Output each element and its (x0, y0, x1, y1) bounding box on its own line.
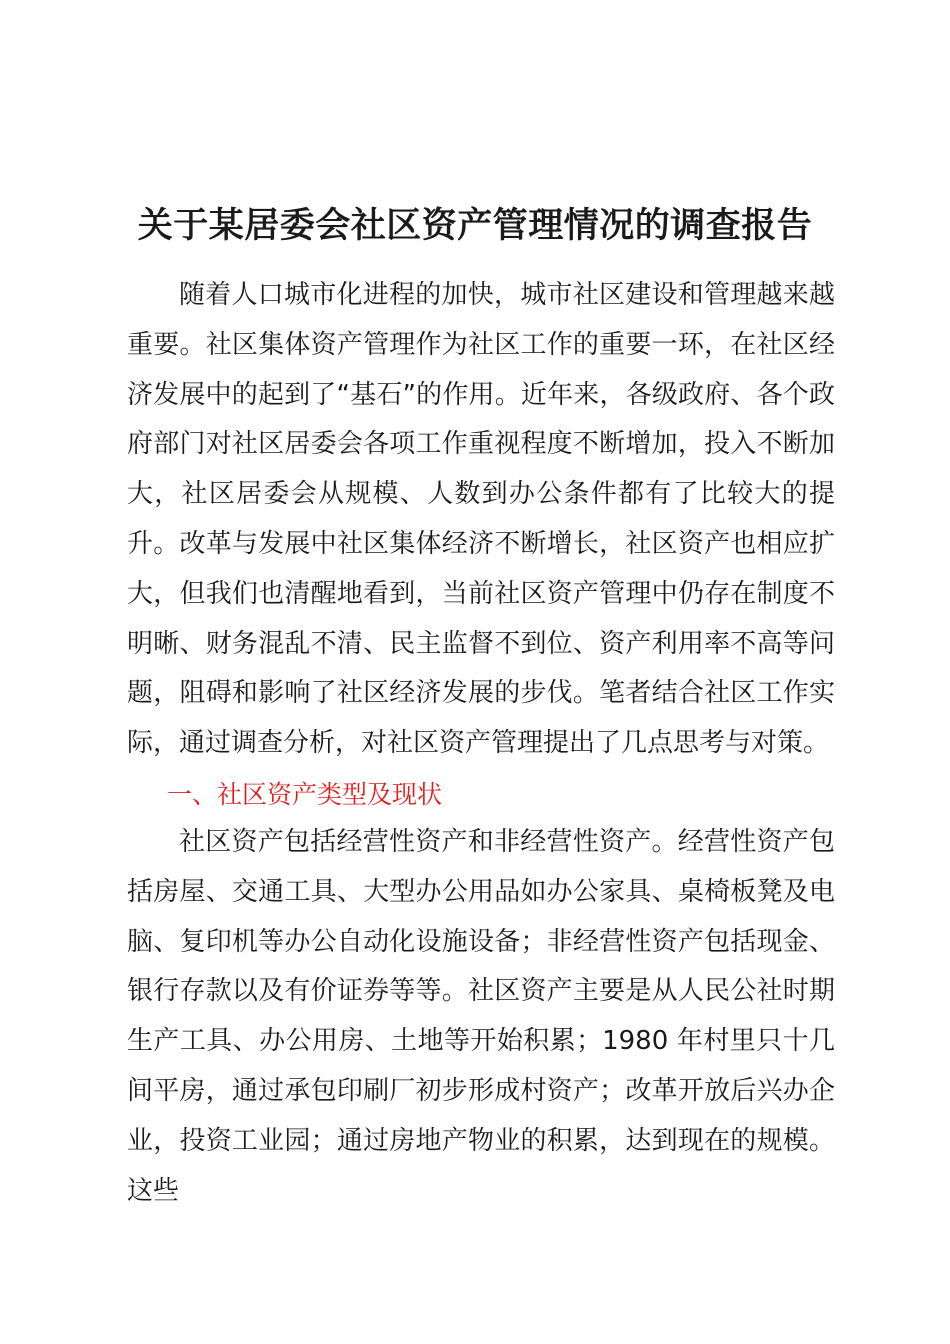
intro-paragraph: 随着人口城市化进程的加快，城市社区建设和管理越来越重要。社区集体资产管理作为社区工作的重要一环，在社区经济发展中的起到了“基石”的作用。近年来，各级政府、各个政府部门对社区居委会各项工作重视程度不断增加，投入不断加大，社区居委会从规模、人数到办公条件都有了比较大的提升。改革与发展中社区集体经济不断增长，社区资产也相应扩大，但我们也清醒地看到，当前社区资产管理中仍存在制度不明晰、财务混乱不清、民主监督不到位、资产利用率不高等问题，阻碍和影响了社区经济发展的步伐。笔者结合社区工作实际，通过调查分析，对社区资产管理提出了几点思考与对策。 (127, 280, 835, 759)
section-heading: 一、社区资产类型及现状 (167, 780, 443, 809)
section-paragraph: 社区资产包括经营性资产和非经营性资产。经营性资产包括房屋、交通工具、大型办公用品如办公家具、桌椅板凳及电脑、复印机等办公自动化设施设备；非经营性资产包括现金、银行存款以及有价证券等等。社区资产主要是从人民公社时期生产工具、办公用房、土地等开始积累；1980 年村里只十几间平房，通过承包印刷厂初步形成村资产；改革开放后兴办企业，投资工业园；通过房地产物业的积累，达到现在的规模。这些 (127, 827, 835, 1206)
document-title: 关于某居委会社区资产管理情况的调查报告 (137, 206, 813, 246)
